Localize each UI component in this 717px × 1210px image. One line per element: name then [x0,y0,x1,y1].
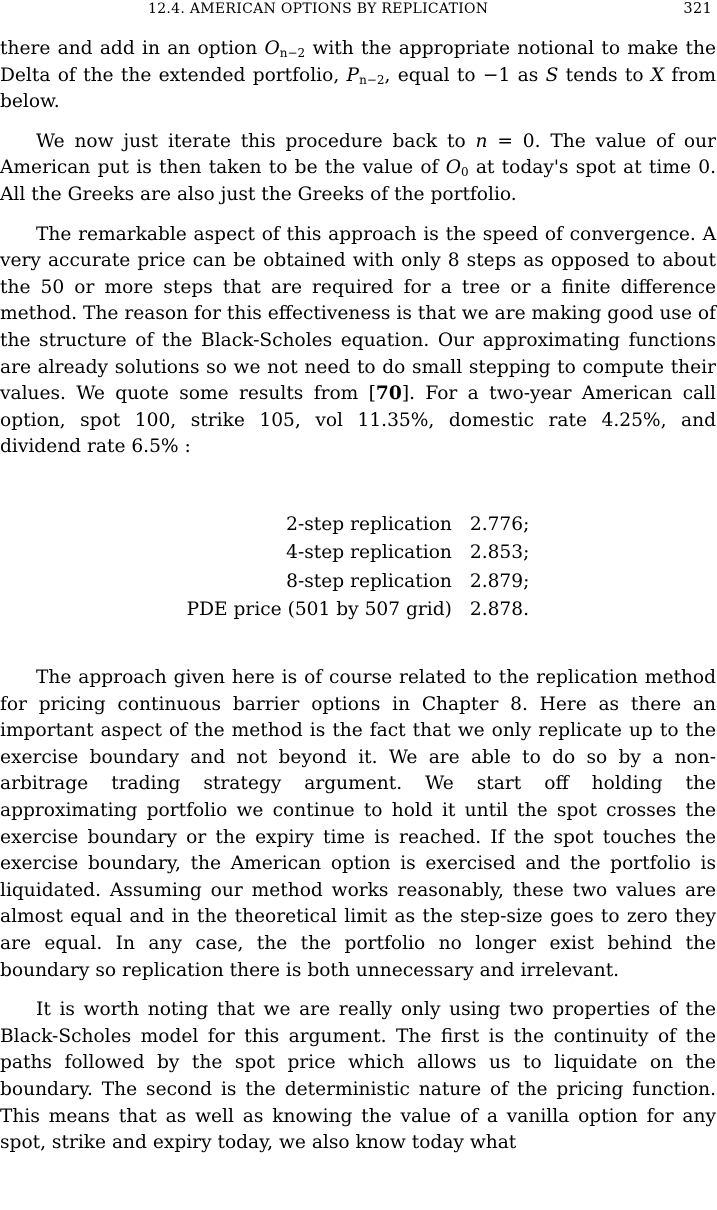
math-o: $O_{n-2}$ [264,38,306,60]
citation-ref: 70 [375,383,402,405]
paragraph-5: It is worth noting that we are really only using two properties of the Black-Scholes model for this argument. The first is the continuity of the paths followed by the spot price which allows us to liquidate on the boundary. The second is the deterministic nature of the pricing function. This means that as well as knowing the value of a vanilla option for any spot, strike and expiry today, we also know today what [0,999,716,1154]
text-run: We now just iterate this procedure back to [36,130,476,152]
text-run: there and add in an option [0,38,265,59]
page-number: 321 [683,1,712,17]
math-s: S [545,64,559,86]
math-n: n [475,130,488,152]
row-value: 2.879; [469,570,530,592]
row-label: 4-step replication [286,542,452,564]
page-header [0,0,714,20]
results-table [187,511,530,624]
text-run: tends to [558,64,651,86]
row-label: PDE price (501 by 507 grid) [186,598,452,620]
math-p: $P_{n-2}$ [346,64,385,87]
table-row [187,568,530,596]
row-label: 2-step replication [286,513,452,535]
text-run: , equal to −1 as [384,64,546,86]
table-row [187,596,530,624]
text-run: from below. [0,64,716,113]
results-table-block [0,511,716,624]
text-run: The remarkable aspect of this approach is the speed of convergence. A very accurate price can be obtained with only 8 steps as opposed to about the 50 or more steps that are required for a tree or a finite difference method. The reason for this effectiveness is that we are making good use of the structure of the Black-Scholes equation. Our approximating functions are already solutions so we not need to do small stepping to compute their values. We quote some results from [ [0,223,716,405]
paragraph-1 [0,36,716,116]
row-value: 2.878. [469,598,529,620]
table-row [187,511,530,539]
paragraph-4: The approach given here is of course related to the replication method for pricing continuous barrier options in Chapter 8. Here as there an important aspect of the method is the fact that we only replicate up to the exercise boundary and not beyond it. We are able to do so by a non-arbitrage trading strategy argument. We start off holding the approximating portfolio we continue to hold it until the spot crosses the exercise boundary or the expiry time is reached. If the spot touches the exercise boundary, the American option is exercised and the portfolio is liquidated. Assuming our method works reasonably, these two values are almost equal and in the theoretical limit as the step-size goes to zero they are equal. In any case, the the portfolio no longer exist behind the boundary so replication there is both unnecessary and irrelevant. [0,667,716,981]
text-run: with the appropriate notional to make the Delta of the the extended portfolio, [0,38,716,86]
running-title: 12.4. AMERICAN OPTIONS BY REPLICATION [148,1,489,17]
math-x: X [650,64,665,86]
body-text [0,36,716,1157]
row-label: 8-step replication [286,570,452,592]
paragraph-2 [0,129,716,209]
text-run: ]. For a two-year American call option, spot 100, strike 105, vol 11.35%, domestic rate 4.25%, and dividend rate 6.5% : [0,383,716,458]
math-o0: $O_0$ [445,157,469,180]
row-value: 2.853; [469,542,530,564]
text-run: at today's spot at time 0. All the Greeks are also just the Greeks of the portfolio. [0,157,716,205]
text-run: = 0. The value of our American put is then taken to be the value of [0,130,716,179]
table-row [187,539,530,567]
row-value: 2.776; [469,513,530,535]
paragraph-3 [0,222,716,461]
